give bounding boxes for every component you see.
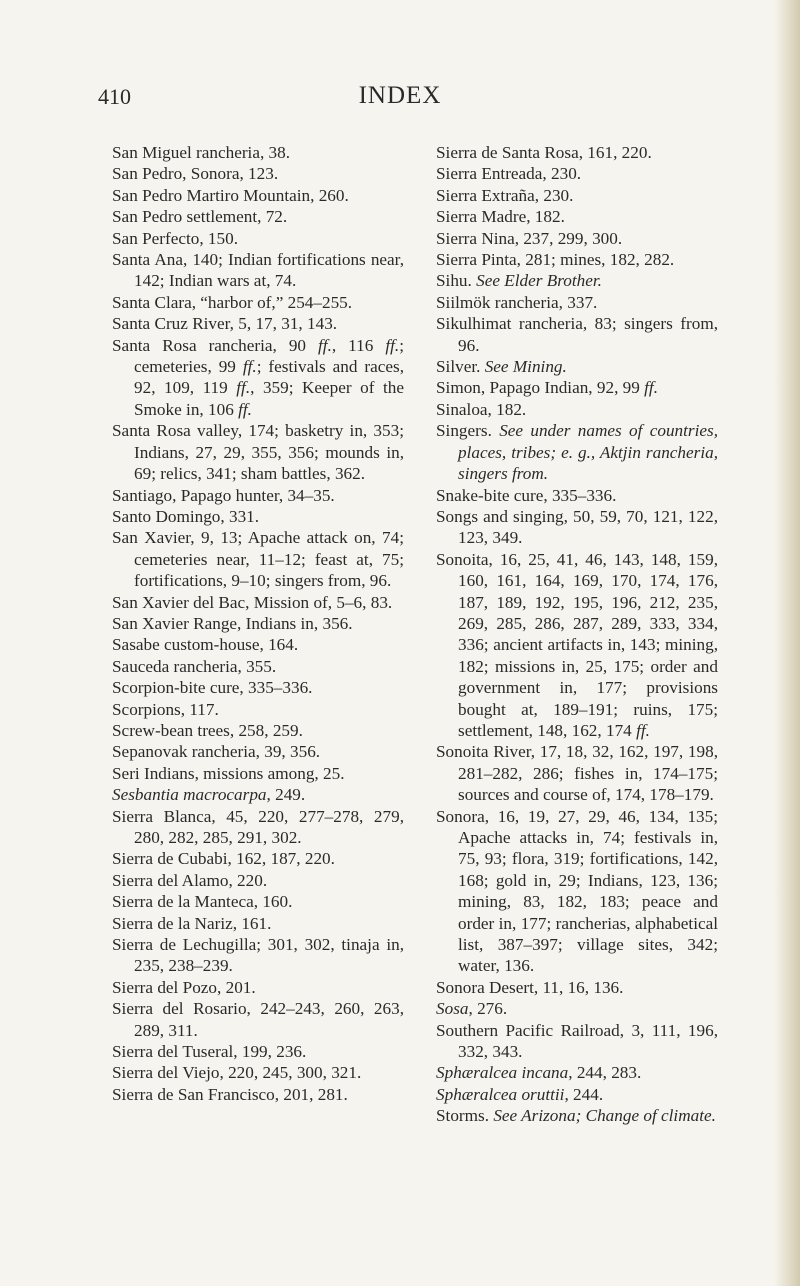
index-entry: Sierra de Cubabi, 162, 187, 220. [112, 849, 335, 869]
index-entry: San Xavier Range, Indians in, 356. [112, 613, 353, 633]
index-column-right [436, 142, 718, 1127]
index-entry: Sonora, 16, 19, 27, 29, 46, 134, 135; Apache attacks in, 74; festivals in, 75, 93; flora, 319; fortifications, 142, 168; gold in, 29; Indians, 123, 136; mining, 83, 182, 183; peace and order in, 177; rancherias, alphabetical list, 387–397; village sites, 342; water, 136. [436, 806, 718, 976]
index-entry: Sierra Nina, 237, 299, 300. [436, 228, 623, 248]
index-entry: Sesbantia macrocarpa, 249. [112, 785, 306, 805]
page-number: 410 [98, 84, 131, 109]
index-entry: Sierra Entreada, 230. [436, 164, 582, 184]
index-entry: Sonoita River, 17, 18, 32, 162, 197, 198, 281–282, 286; fishes in, 174–175; sources and course of, 174, 178–179. [436, 742, 718, 805]
index-entry: Santa Rosa valley, 174; basketry in, 353; Indians, 27, 29, 355, 356; mounds in, 69; relics, 341; sham battles, 362. [112, 421, 404, 484]
index-entry: Sierra de San Francisco, 201, 281. [112, 1084, 348, 1104]
index-entry: Sierra del Rosario, 242–243, 260, 263, 289, 311. [112, 999, 404, 1040]
page-edge-shadow [774, 0, 800, 1286]
index-entry: Santiago, Papago hunter, 34–35. [112, 485, 335, 505]
index-entry: San Pedro settlement, 72. [112, 207, 288, 227]
index-entry: Singers. See under names of countries, places, tribes; e. g., Aktjin rancheria, singers from. [436, 421, 718, 484]
index-entry: Sphæralcea incana, 244, 283. [436, 1063, 642, 1083]
index-entry: San Miguel rancheria, 38. [112, 143, 291, 162]
index-entry: Sonora Desert, 11, 16, 136. [436, 977, 624, 997]
index-entry: Screw-bean trees, 258, 259. [112, 720, 303, 740]
index-entry: Sierra Blanca, 45, 220, 277–278, 279, 280, 282, 285, 291, 302. [112, 806, 404, 847]
index-entry: San Pedro Martiro Mountain, 260. [112, 185, 349, 205]
index-entry: Santa Clara, “harbor of,” 254–255. [112, 292, 353, 312]
index-entry: San Pedro, Sonora, 123. [112, 164, 279, 184]
index-entry: Sierra Extraña, 230. [436, 185, 574, 205]
index-entry: Sierra Pinta, 281; mines, 182, 282. [436, 250, 675, 270]
index-entry: San Xavier del Bac, Mission of, 5–6, 83. [112, 592, 393, 612]
running-title: INDEX [358, 82, 442, 109]
index-entry: Sikulhimat rancheria, 83; singers from, 96. [436, 314, 718, 355]
index-entry: Santa Rosa rancheria, 90 ff., 116 ff.; cemeteries, 99 ff.; festivals and races, 92, 109, 119 ff., 359; Keeper of the Smoke in, 106 ff. [112, 335, 404, 419]
index-entry: Songs and singing, 50, 59, 70, 121, 122, 123, 349. [436, 506, 718, 548]
index-entry: Sierra de la Manteca, 160. [112, 892, 293, 912]
index-entry: Santa Cruz River, 5, 17, 31, 143. [112, 314, 338, 334]
index-entry: Sepanovak rancheria, 39, 356. [112, 742, 321, 762]
index-entry: Sasabe custom-house, 164. [112, 635, 299, 655]
index-entry: Sosa, 276. [436, 999, 508, 1019]
page-header [0, 82, 800, 122]
index-entry: Scorpions, 117. [112, 699, 219, 719]
index-entry: Sphæralcea oruttii, 244. [436, 1084, 604, 1104]
index-entry: Seri Indians, missions among, 25. [112, 763, 345, 783]
index-entry: Storms. See Arizona; Change of climate. [436, 1106, 716, 1126]
index-entry: Sierra del Alamo, 220. [112, 870, 268, 890]
index-entry: Sierra de Lechugilla; 301, 302, tinaja in, 235, 238–239. [112, 935, 404, 976]
index-entry: Sierra Madre, 182. [436, 207, 565, 227]
index-entry: Sierra del Viejo, 220, 245, 300, 321. [112, 1063, 362, 1083]
index-entry: Sierra del Tuseral, 199, 236. [112, 1042, 307, 1062]
index-entry: Snake-bite cure, 335–336. [436, 485, 617, 505]
index-entry: San Xavier, 9, 13; Apache attack on, 74; cemeteries near, 11–12; feast at, 75; fortifications, 9–10; singers from, 96. [112, 528, 404, 591]
index-column-left [112, 142, 404, 1105]
index-entry: Sierra de la Nariz, 161. [112, 913, 272, 933]
index-entry: Santa Ana, 140; Indian fortifications near, 142; Indian wars at, 74. [112, 250, 404, 291]
index-entry: Sinaloa, 182. [436, 399, 527, 419]
index-entry: Scorpion-bite cure, 335–336. [112, 678, 313, 698]
index-entry: Sauceda rancheria, 355. [112, 656, 277, 676]
index-entry: Simon, Papago Indian, 92, 99 ff. [436, 378, 659, 398]
index-entry: San Perfecto, 150. [112, 228, 239, 248]
index-entry: Sierra de Santa Rosa, 161, 220. [436, 143, 652, 162]
index-entry: Southern Pacific Railroad, 3, 111, 196, 332, 343. [436, 1020, 718, 1062]
index-entry: Silver. See Mining. [436, 357, 567, 377]
index-entry: Sonoita, 16, 25, 41, 46, 143, 148, 159, 160, 161, 164, 169, 170, 174, 176, 187, 189, 192, 195, 196, 212, 235, 269, 285, 286, 287, 289, 333, 334, 336; ancient artifacts in, 143; mining, 182; missions in, 25, 175; order and government in, 177; provisions bought at, 189–191; ruins, 175; settlement, 148, 162, 174 ff. [436, 549, 718, 740]
index-entry: Sierra del Pozo, 201. [112, 977, 256, 997]
index-entry: Santo Domingo, 331. [112, 506, 260, 526]
index-entry: Siilmök rancheria, 337. [436, 292, 598, 312]
index-entry: Sihu. See Elder Brother. [436, 271, 602, 291]
